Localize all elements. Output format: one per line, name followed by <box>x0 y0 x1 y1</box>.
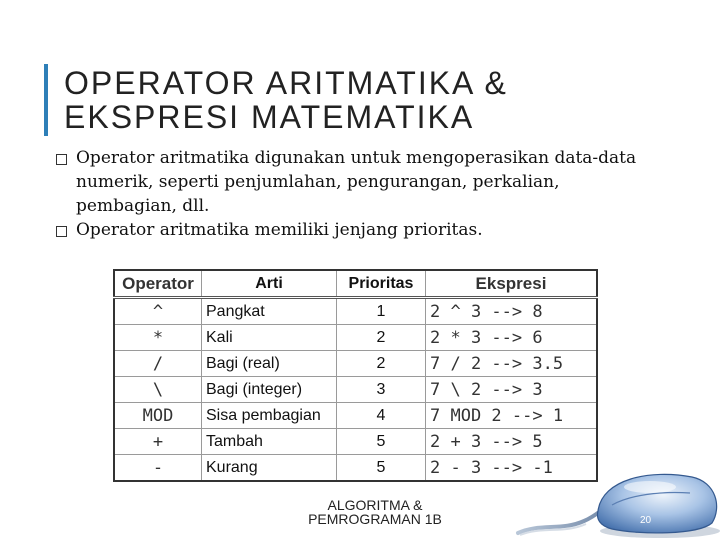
bullet-item <box>56 218 656 242</box>
slide-title-line-1: OPERATOR ARITMATIKA & <box>64 65 508 101</box>
cell-operator: * <box>114 325 202 351</box>
table-row <box>114 298 597 325</box>
footer-course-title <box>290 498 460 526</box>
column-header-arti: Arti <box>202 270 337 298</box>
cell-ekspresi: 2 ^ 3 --> 8 <box>426 298 598 325</box>
column-header-operator: Operator <box>114 270 202 298</box>
cell-operator: + <box>114 429 202 455</box>
bullet-item <box>56 146 656 218</box>
table-header-row <box>114 270 597 298</box>
footer-line-2: PEMROGRAMAN 1B <box>308 511 442 527</box>
square-bullet-icon <box>56 154 67 165</box>
slide-title-line-2: EKSPRESI MATEMATIKA <box>64 99 475 135</box>
cell-ekspresi: 7 \ 2 --> 3 <box>426 377 598 403</box>
table-row <box>114 325 597 351</box>
cell-operator: - <box>114 455 202 482</box>
cell-arti: Tambah <box>202 429 337 455</box>
cell-arti: Pangkat <box>202 298 337 325</box>
title-accent-bar <box>44 64 48 136</box>
column-header-prioritas: Prioritas <box>337 270 426 298</box>
computer-mouse-icon <box>500 465 720 540</box>
table-row <box>114 377 597 403</box>
cell-ekspresi: 7 / 2 --> 3.5 <box>426 351 598 377</box>
mouse-highlight <box>624 481 676 493</box>
cell-arti: Sisa pembagian <box>202 403 337 429</box>
cell-arti: Bagi (real) <box>202 351 337 377</box>
cell-prioritas: 5 <box>337 429 426 455</box>
page-number: 20 <box>640 515 652 526</box>
square-bullet-icon <box>56 226 67 237</box>
cell-arti: Kurang <box>202 455 337 482</box>
cell-arti: Bagi (integer) <box>202 377 337 403</box>
cell-ekspresi: 7 MOD 2 --> 1 <box>426 403 598 429</box>
cell-prioritas: 2 <box>337 351 426 377</box>
column-header-ekspresi: Ekspresi <box>426 270 598 298</box>
cell-prioritas: 3 <box>337 377 426 403</box>
computer-mouse-graphic <box>500 465 720 540</box>
table-row <box>114 429 597 455</box>
footer-line-1: ALGORITMA & <box>327 497 423 513</box>
cell-arti: Kali <box>202 325 337 351</box>
bullet-list <box>56 146 656 242</box>
slide-title <box>64 66 508 134</box>
cell-operator: ^ <box>114 298 202 325</box>
cell-prioritas: 4 <box>337 403 426 429</box>
table-row <box>114 351 597 377</box>
bullet-text: Operator aritmatika memiliki jenjang prioritas. <box>76 220 483 240</box>
cell-operator: MOD <box>114 403 202 429</box>
operator-table <box>113 269 598 482</box>
cell-prioritas: 1 <box>337 298 426 325</box>
table-row <box>114 403 597 429</box>
bullet-text: Operator aritmatika digunakan untuk mengoperasikan data-data numerik, seperti penjumlahan, pengurangan, perkalian, pembagian, dll. <box>76 148 637 216</box>
cell-operator: \ <box>114 377 202 403</box>
cell-prioritas: 5 <box>337 455 426 482</box>
cell-ekspresi: 2 * 3 --> 6 <box>426 325 598 351</box>
cell-prioritas: 2 <box>337 325 426 351</box>
cell-operator: / <box>114 351 202 377</box>
cell-ekspresi: 2 + 3 --> 5 <box>426 429 598 455</box>
cell-ekspresi: 2 - 3 --> -1 <box>426 455 598 482</box>
